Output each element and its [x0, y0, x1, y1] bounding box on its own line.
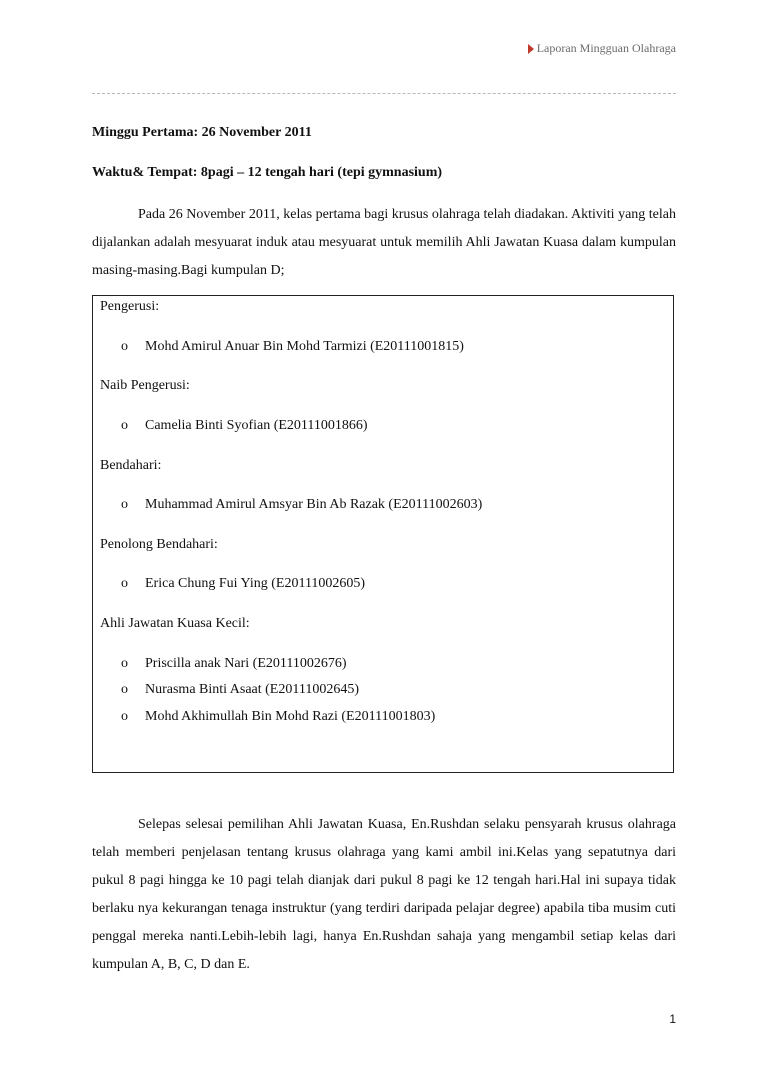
member-item: [121, 656, 347, 672]
member-name: Muhammad Amirul Amsyar Bin Ab Razak (E20111002603): [145, 497, 483, 512]
header-title: Laporan Mingguan Olahraga: [536, 41, 676, 55]
time-place-heading: Waktu& Tempat: 8pagi – 12 tengah hari (tepi gymnasium): [92, 165, 443, 180]
bullet-icon: o: [121, 339, 128, 354]
bullet-icon: o: [121, 576, 128, 591]
member-item: [121, 709, 435, 725]
committee-box: [92, 295, 674, 773]
member-name: Erica Chung Fui Ying (E20111002605): [145, 576, 366, 591]
member-name: Nurasma Binti Asaat (E20111002645): [145, 682, 359, 697]
closing-paragraph-text: Selepas selesai pemilihan Ahli Jawatan Kuasa, En.Rushdan selaku pensyarah krusus olahraga telah memberi penjelasan tentang krusus olahraga yang kami ambil ini.Kelas yang sepatutnya dari pukul 8 pagi hingga ke 10 pagi telah dianjak dari pukul 8 pagi ke 12 tengah hari.Hal ini supaya tidak berlaku nya kekurangan tenaga instruktur (yang terdiri daripada pelajar degree) apabila tiba musim cuti penggal mereka nanti.Lebih-lebih lagi, hanya En.Rushdan sahaja yang mengambil setiap kelas dari kumpulan A, B, C, D dan E.: [92, 817, 676, 972]
member-name: Priscilla anak Nari (E20111002676): [145, 656, 347, 671]
member-name: Camelia Binti Syofian (E20111001866): [145, 418, 368, 433]
bullet-icon: o: [121, 682, 128, 697]
triangle-marker-icon: [528, 44, 534, 54]
bullet-icon: o: [121, 497, 128, 512]
week-heading: Minggu Pertama: 26 November 2011: [92, 125, 312, 140]
intro-paragraph: [92, 201, 676, 285]
closing-paragraph: [92, 811, 676, 979]
member-item: [121, 497, 482, 513]
member-name: Mohd Akhimullah Bin Mohd Razi (E20111001803): [145, 709, 436, 724]
member-item: [121, 418, 368, 434]
role-title: Penolong Bendahari:: [100, 537, 218, 552]
role-title: Ahli Jawatan Kuasa Kecil:: [100, 616, 250, 631]
member-item: [121, 339, 464, 355]
member-item: [121, 682, 359, 698]
header-divider: [92, 93, 676, 94]
member-name: Mohd Amirul Anuar Bin Mohd Tarmizi (E20111001815): [145, 339, 464, 354]
bullet-icon: o: [121, 656, 128, 671]
intro-paragraph-text: Pada 26 November 2011, kelas pertama bagi krusus olahraga telah diadakan. Aktiviti yang telah dijalankan adalah mesyuarat induk atau mesyuarat untuk memilih Ahli Jawatan Kuasa dalam kumpulan masing-masing.Bagi kumpulan D;: [92, 207, 676, 278]
role-title: Naib Pengerusi:: [100, 378, 190, 393]
bullet-icon: o: [121, 418, 128, 433]
role-title: Pengerusi:: [100, 299, 160, 314]
member-item: [121, 576, 365, 592]
bullet-icon: o: [121, 709, 128, 724]
running-header: [528, 41, 676, 56]
role-title: Bendahari:: [100, 458, 162, 473]
page-number: 1: [669, 1012, 676, 1026]
